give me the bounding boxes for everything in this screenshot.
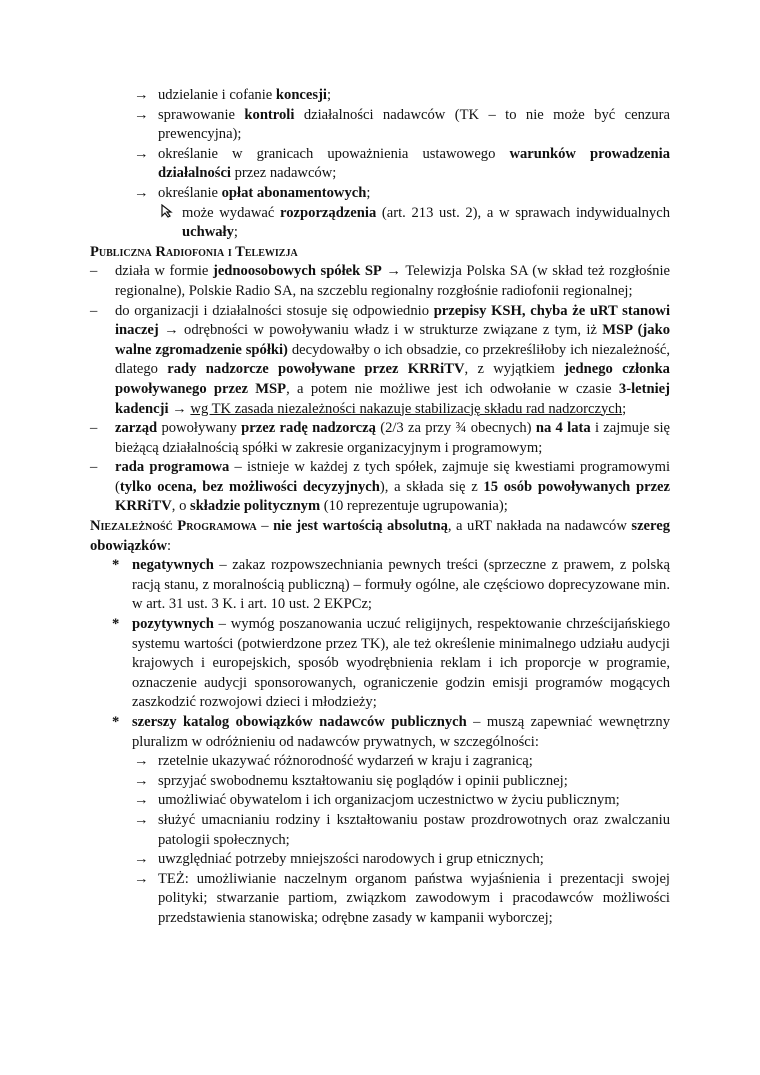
list-subitem: może wydawać rozporządzenia (art. 213 ust. 2), a w sprawach indywidualnych uchwały;	[90, 204, 670, 243]
dash-marker: –	[90, 459, 98, 476]
arrow-marker: →	[134, 145, 149, 162]
dash-marker: –	[90, 420, 98, 437]
star-marker: *	[112, 557, 120, 574]
list-item: → udzielanie i cofanie koncesji;	[90, 86, 670, 106]
dash-marker: –	[90, 302, 98, 319]
list-item: – zarząd powoływany przez radę nadzorczą (2/3 za przy ¾ obecnych) na 4 lata i zajmuje się bieżącą działalnością spółki w zakresie organizacyjnym i programowym;	[90, 420, 671, 456]
pointer-icon	[160, 204, 174, 225]
list-item: – do organizacji i działalności stosuje się odpowiednio przepisy KSH, chyba że uRT stanowi inaczej → odrębności w powoływaniu władz i w strukturze związane z tym, iż MSP (jako walne zgromadzenie spółki) decydowałby o ich obsadzie, co przekreśliłoby ich niezależność, dlatego rady nadzorcze powoływane przez KRRiTV, z wyjątkiem jednego członka powoływanego przez MSP, a potem nie możliwe jest ich odwołanie w czasie 3-letniej kadencji → wg TK zasada niezależności nakazuje stabilizację składu rad nadzorczych;	[90, 302, 671, 417]
list-item: → TEŻ: umożliwianie naczelnym organom państwa wyjaśnienia i prezentacji swojej polityki; stwarzanie partiom, związkom zawodowym i pracodawców możliwości przedstawienia stanowiska; odrębne zasady w kampanii wyborczej;	[134, 870, 670, 926]
list-item: – rada programowa – istnieje w każdej z tych spółek, zajmuje się kwestiami programowymi (tylko ocena, bez możliwości decyzyjnych), a składa się z 15 osób powoływanych przez KRRiTV, o składzie politycznym (10 reprezentuje ugrupowania);	[90, 459, 671, 515]
list-item: → określanie w granicach upoważnienia ustawowego warunków prowadzenia działalności przez nadawców;	[134, 145, 670, 182]
list-item: → określanie opłat abonamentowych;	[90, 184, 670, 204]
dash-marker: –	[90, 263, 98, 280]
section-heading-paragraph: Niezależność Programowa – nie jest wartością absolutną, a uRT nakłada na nadawców szereg obowiązków:	[90, 518, 671, 554]
list-item: → uwzględniać potrzeby mniejszości narodowych i grup etnicznych;	[132, 850, 670, 870]
arrow-marker: →	[134, 811, 149, 828]
list-item: * szerszy katalog obowiązków nadawców publicznych – muszą zapewniać wewnętrzny pluralizm w odróżnieniu od nadawców prywatnych, w szczególności:	[112, 714, 670, 750]
arrow-marker: →	[134, 87, 149, 103]
arrow-marker: →	[134, 106, 149, 123]
list-item: * pozytywnych – wymóg poszanowania uczuć religijnych, respektowanie chrześcijańskiego systemu wartości (potwierdzone przez TK), ale też określenie minimalnego udziału audycji krajowych i europejskich, sposób wyodrębnienia reklam i ich proporcje w programie, oznaczenie audycji sponsorowanych, ograniczenie godzin emisji programów mogących zaszkodzić rozwojowi dzieci i młodzieży;	[112, 616, 670, 711]
section-heading: Publiczna Radiofonia i Telewizja	[90, 243, 298, 260]
list-item: → rzetelnie ukazywać różnorodność wydarzeń w kraju i zagranicą;	[132, 752, 670, 772]
list-item: → sprzyjać swobodnemu kształtowaniu się poglądów i opinii publicznej;	[132, 772, 670, 792]
public-duties-list	[90, 752, 670, 928]
arrow-marker: →	[134, 772, 149, 789]
star-marker: *	[112, 616, 120, 633]
arrow-marker: →	[134, 753, 149, 770]
section-heading: Niezależność Programowa	[90, 518, 257, 535]
star-marker: *	[112, 714, 120, 730]
list-item: * negatywnych – zakaz rozpowszechniania pewnych treści (sprzeczne z prawem, z polską racją stanu, z moralnością publiczną) – formuły ogólne, ale częściowo doprecyzowane min. w art. 31 ust. 3 K. i art. 10 ust. 2 EKPCz;	[112, 557, 670, 613]
list-item: → służyć umacnianiu rodziny i kształtowaniu postaw prozdrowotnych oraz zwalczaniu patologii społecznych;	[134, 811, 670, 848]
pointer-icon-graphic	[160, 204, 174, 218]
list-item: – działa w formie jednoosobowych spółek SP → Telewizja Polska SA (w skład też rozgłośnie regionalne), Polskie Radio SA, na szczeblu regionalny rozgłośnie radiofonii regionalnej;	[90, 263, 670, 299]
arrow-marker: →	[134, 851, 149, 868]
arrow-marker: →	[134, 792, 149, 809]
list-item: → sprawowanie kontroli działalności nadawców (TK – to nie może być cenzura prewencyjna);	[134, 106, 670, 143]
list-item: → umożliwiać obywatelom i ich organizacjom uczestnictwo w życiu publicznym;	[132, 791, 670, 811]
arrow-marker: →	[134, 184, 149, 201]
arrow-marker: →	[134, 870, 149, 887]
